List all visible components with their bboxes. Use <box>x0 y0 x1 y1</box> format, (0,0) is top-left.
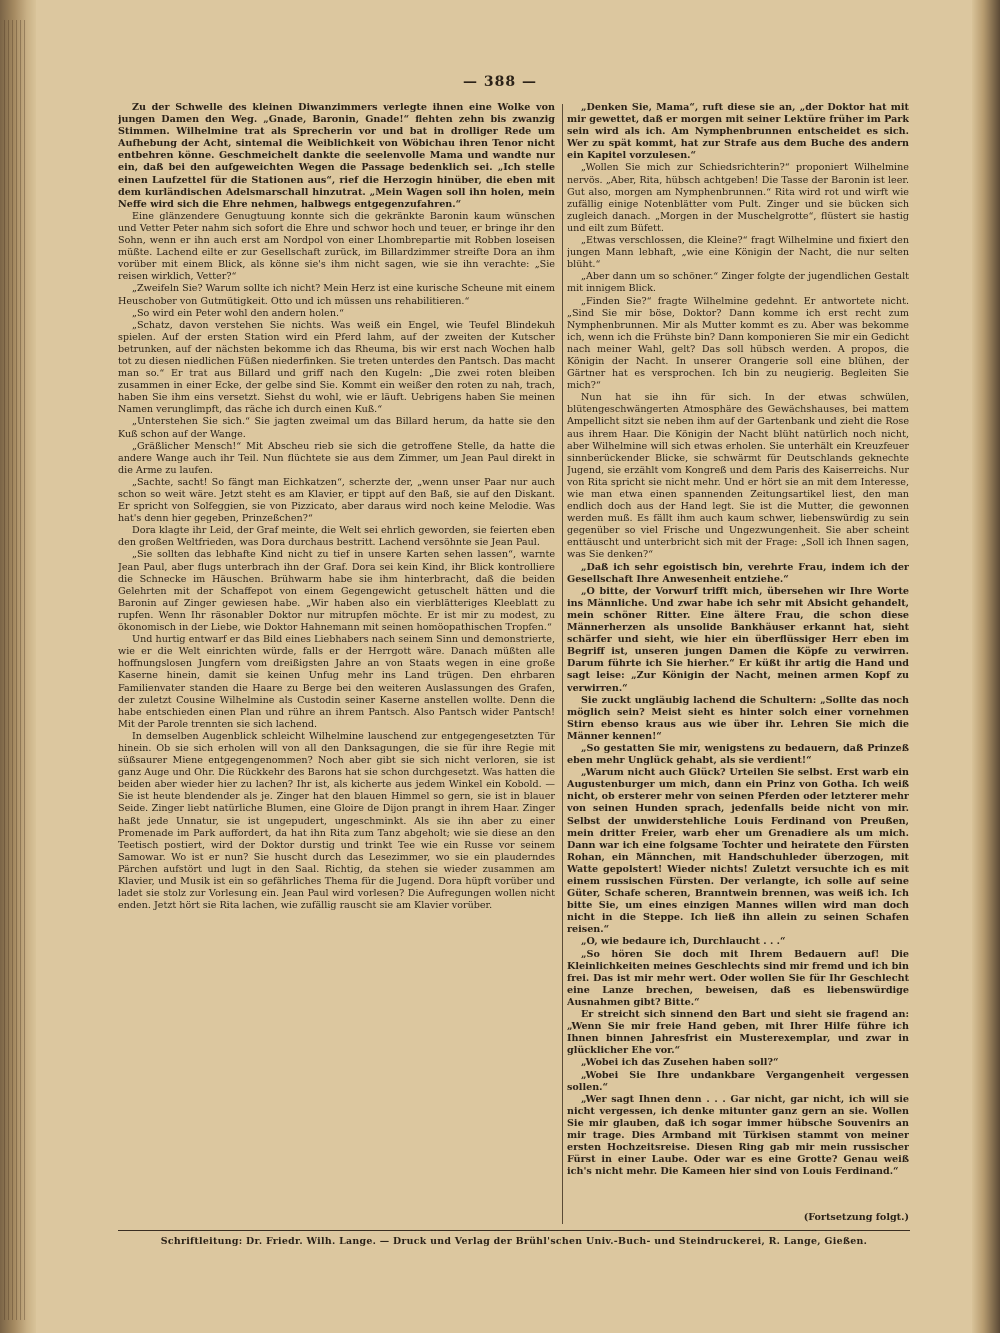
page-number: — 388 — <box>463 74 537 90</box>
paragraph: „So gestatten Sie mir, wenigstens zu bedauern, daß Prinzeß eben mehr Unglück gehabt, als sie verdient!“ <box>567 742 909 767</box>
paragraph: „Wobei Sie Ihre undankbare Vergangenheit vergessen sollen.“ <box>567 1069 909 1093</box>
paragraph: „Wobei ich das Zusehen haben soll?“ <box>581 1057 779 1069</box>
paragraph: „Zweifeln Sie? Warum sollte ich nicht? Mein Herz ist eine kurische Scheune mit einem Heuschober von Gutmütigkeit. Otto und ich müssen uns rehabilitieren.“ <box>118 283 555 307</box>
paragraph: „Schatz, davon verstehen Sie nichts. Was weiß ein Engel, wie Teufel Blindekuh spielen. Auf der ersten Station wird ein Pferd lahm, auf der zweiten der Kutscher betrunken, auf der nächsten bekomme ich das Rheuma, bis wir erst nach Wochen halb tot zu diesen niedlichen Füßen niederfinken. Sie treten unterdes den Pantsch. Das macht man so.“ Er trat aus Billard und griff nach den Kugeln: „Die zwei roten bleiben zusammen in einer Ecke, der gelbe sind Sie. Kommt ein weißer den roten zu nah, trach, haben Sie ihm eins versetzt. Siehst du wohl, wie er läuft. Uebrigens haben Sie meinen Namen verunglimpft, das räche ich durch einen Kuß.“ <box>118 319 555 416</box>
paragraph: Zu der Schwelle des kleinen Diwanzimmers verlegte ihnen eine Wolke von jungen Damen den Weg. „Gnade, Baronin, Gnade!“ flehten zehn bis zwanzig Stimmen. Wilhelmine trat als Sprecherin vor und bat in drolliger Rede um Aufhebung der Acht, sintemal die Weiblichkeit von Wöbichau ihren Tenor nicht entbehren könne. Geschmeichelt dankte die seelenvolle Mama und wandte nur ein, daß bei den aufgeweichten Wegen die Passage bedenklich sei. „Ich stelle einen Laufzettel für die Stationen aus“, rief die Herzogin hinüber, die eben mit dem kurländischen Adelsmarschall hinzutrat. „Mein Wagen soll ihn holen, mein Neffe wird sich die Ehre nehmen, halbwegs entgegenzufahren.“ <box>118 102 555 210</box>
binding-edge <box>4 20 28 1320</box>
paragraph: „Warum nicht auch Glück? Urteilen Sie selbst. Erst warb ein Augustenburger um mich, dann ein Prinz von Gotha. Ich weiß nicht, ob ersterer mehr von seinen Pferden oder letzterer mehr von seinen Hunden sprach, jedenfalls beide nicht von mir. Selbst der unwiderstehliche Louis Ferdinand von Preußen, mein dritter Freier, warb eher um Grenadiere als um mich. Dann war ich eine folgsame Tochter und heiratete den Fürsten Rohan, ein Männchen, mit Handschuhleder überzogen, mit Watte gepolstert! Wieder nichts! Zuletzt versuchte ich es mit einem russischen Fürsten. Der verlangte, ich solle auf seine Güter, Schafe scheren, Branntwein brennen, was weiß ich. Ich bitte Sie, um eines einzigen Mannes willen wird man doch nicht in die Steppe. Ich ließ ihn allein zu seinen Schafen reisen.“ <box>567 767 909 936</box>
continuation-note: (Fortsetzung folgt.) <box>803 1212 909 1223</box>
paragraph: Und hurtig entwarf er das Bild eines Liebhabers nach seinem Sinn und demonstrierte, wie er die Welt einrichten würde, falls er der Herrgott wäre. Danach müßten alle hoffnungslosen Jungfern vom dreißigsten Jahre an von Staats wegen in eine große Kaserne hinein, damit sie keinen Unfug mehr ins Land trügen. Den ehrbaren Familienvater standen die Haare zu Berge bei den weiteren Auslassungen des Grafen, der zuletzt Cousine Wilhelmine als Custodin seiner Kaserne anstellen wollte. Denn die habe entschieden einen Plan und rühre an ihrem Pantsch. Also Pantsch wider Pantsch! Mit der Parole trennten sie sich lachend. <box>118 634 555 730</box>
column-divider <box>562 104 563 1224</box>
paragraph: In demselben Augenblick schleicht Wilhelmine lauschend zur entgegengesetzten Tür hinein. Ob sie sich erholen will von all den Danksagungen, die sie für ihre Regie mit süßsaurer Miene entgegengenommen? Noch aber gibt sie sich nicht verloren, sie ist ganz Auge und Ohr. Die Rückkehr des Barons hat sie schon durchgesetzt. Was hatten die beiden aber wieder hier zu lachen? Ihr ist, als kicherte aus jedem Winkel ein Kobold. — Sie ist heute blendender als je. Zinger hat den blauen Himmel so gern, sie ist in blauer Seide. Zinger liebt natürliche Blumen, eine Gloire de Dijon prangt in ihrem Haar. Zinger haßt jede Unnatur, sie ist ungepudert, ungeschminkt. Als sie ihn aber zu einer Promenade im Park auffordert, da hat ihn Rita zum Tanz abgeholt; wie sie diese an den Teetisch postiert, wird der Doktor durstig und trinkt Tee wie ein Russe vor seinem Samowar. Wo ist er nun? Sie huscht durch das Lesezimmer, wo sie ein plauderndes Pärchen aufstört und lugt in den Saal. Richtig, da stehen sie wieder zusammen am Klavier, und Musik ist ein so gefährliches Thema für die Jugend. Dora hüpft vorüber und ladet sie stolz zur Vorlesung ein. Jean Paul wird vorlesen? Die Aufregungen wollen nicht enden. Jetzt hört sie Rita lachen, wie zufällig rauscht sie am Klavier vorüber. <box>118 730 555 912</box>
paragraph: „Denken Sie, Mama“, ruft diese sie an, „der Doktor hat mit mir gewettet, daß er morgen mit seiner Lektüre früher im Park sein wird als ich. Am Nymphenbrunnen entscheidet es sich. Wer zu spät kommt, hat zur Strafe aus dem Buche des andern ein Kapitel vorzulesen.“ <box>567 102 909 162</box>
paragraph: „So hören Sie doch mit Ihrem Bedauern auf! Die Kleinlichkeiten meines Geschlechts sind mir fremd und ich bin frei. Das ist mir mehr wert. Oder wollen Sie für Ihr Geschlecht eine Lanze brechen, beweisen, daß es liebenswürdige Ausnahmen gibt? Bitte.“ <box>567 948 909 1008</box>
imprint-footer: Schriftleitung: Dr. Friedr. Wilh. Lange. — Druck und Verlag der Brühl'schen Univ.-Buch- und Steindruckerei, R. Lange, Gießen. <box>160 1236 868 1247</box>
footer-rule <box>118 1230 910 1231</box>
paragraph: „Aber dann um so schöner.“ Zinger folgte der jugendlichen Gestalt mit innigem Blick. <box>567 271 909 295</box>
right-column <box>567 102 909 1232</box>
paragraph: „Sie sollten das lebhafte Kind nicht zu tief in unsere Karten sehen lassen“, warnte Jean Paul, aber flugs unterbrach ihn der Graf. Dora sei kein Kind, ihr Blick kontrolliere die Schnecke im Häuschen. Brühwarm habe sie ihm hinterbracht, daß die beiden Gelehrten mit der Schaffepot von einem Gegengewicht getuschelt hätten und die Baronin auf Zinger gewiesen habe. „Wir haben also ein vierblätteriges Kleeblatt zu rupfen. Wenn Ihr räsonabler Doktor nur mitrupfen möchte. Er ist mir zu modest, zu ökonomisch in der Liebe, wie Doktor Hahnemann mit seinen homöopathischen Tropfen.“ <box>118 549 555 634</box>
paragraph: Nun hat sie ihn für sich. In der etwas schwülen, blütengeschwängerten Atmosphäre des Gewächshauses, bei mattem Ampellicht sitzt sie neben ihm auf der Gartenbank und zieht die Rose aus ihrem Haar. Die Königin der Nacht blüht natürlich noch nicht, aber Wilhelmine will sich etwas erholen. Sie unterhält ein Kreuzfeuer sinnberückender Blicke, sie schwärmt für Deutschlands geknechte Jugend, sie erzählt vom Kongreß und dem Paris des Kaiserreichs. Nur von Rita spricht sie nicht mehr. Und er hört sie an mit dem Interesse, wie man etwa einen spannenden Zeitungsartikel liest, den man endlich doch aus der Hand legt. Sie ist die Mutter, die gewonnen werden muß. Es fällt ihm auch kaum schwer, liebenswürdig zu sein gegenüber so viel Frische und Ungezwungenheit. Sie aber scheint enttäuscht und unterbricht sich mit der Frage: „Soll ich Ihnen sagen, was Sie denken?“ <box>567 392 909 561</box>
paragraph: Dora klagte ihr Leid, der Graf meinte, die Welt sei ehrlich geworden, sie feierten eben den großen Weltfrieden, was Dora durchaus bestritt. Lachend versöhnte sie Jean Paul. <box>118 525 555 549</box>
paragraph: „O bitte, der Vorwurf trifft mich, übersehen wir Ihre Worte ins Männliche. Und zwar habe ich sehr mit Absicht gehandelt, mein schöner Ritter. Eine ältere Frau, die schon diese Männerherzen als unsolide Bankhäuser erkannt hat, sieht schärfer und sieht, wie hier ein überflüssiger Herr eben im Begriff ist, unseren jungen Damen die Köpfe zu verwirren. Darum führte ich Sie hierher.“ Er küßt ihr artig die Hand und sagt leise: „Zur Königin der Nacht, meinen armen Kopf zu verwirren.“ <box>567 585 909 694</box>
paragraph: „So wird ein Peter wohl den andern holen.“ <box>132 307 344 319</box>
paragraph: „Sachte, sacht! So fängt man Eichkatzen“, scherzte der, „wenn unser Paar nur auch schon so weit wäre. Jetzt steht es am Klavier, er tippt auf den Baß, sie auf den Diskant. Er spricht von Solfeggien, sie von Pizzicato, aber daraus wird noch keine Melodie. Was hat's denn hier gegeben, Prinzeßchen?“ <box>118 476 555 525</box>
paragraph: „Etwas verschlossen, die Kleine?“ fragt Wilhelmine und fixiert den jungen Mann lebhaft, „wie eine Königin der Nacht, die nur selten blüht.“ <box>567 235 909 271</box>
paragraph: „Finden Sie?“ fragte Wilhelmine gedehnt. Er antwortete nicht. „Sind Sie mir böse, Doktor? Dann komme ich erst recht zum Nymphenbrunnen. Mir als Mutter kommt es zu. Aber was bekomme ich, wenn ich die Frühste bin? Dann komponieren Sie mir ein Gedicht nach meiner Wahl, gelt? Das soll hübsch werden. A propos, die Königin der Nacht. In unserer Orangerie soll eine blühen, der Gärtner hat es versprochen. Ich bin zu neugierig. Begleiten Sie mich?“ <box>567 295 909 392</box>
paragraph: Eine glänzendere Genugtuung konnte sich die gekränkte Baronin kaum wünschen und Vetter Peter nahm sich sofort die Ehre und schwor hoch und teuer, er bringe ihr den Sohn, wenn er ihn auch erst am Nordpol von einer Lhombrepartie mit Robben loseisen müßte. Lachend eilte er zur Gesellschaft zurück, im Billardzimmer streifte Dora an ihm vorüber mit einem Blick, als könne sie's ihm nicht sagen, wie sie ihn verachte: „Sie reisen wirklich, Vetter?“ <box>118 210 555 283</box>
paragraph: „Unterstehen Sie sich.“ Sie jagten zweimal um das Billard herum, da hatte sie den Kuß schon auf der Wange. <box>118 416 555 440</box>
paragraph: „Daß ich sehr egoistisch bin, verehrte Frau, indem ich der Gesellschaft Ihre Anwesenheit entziehe.“ <box>567 561 909 585</box>
paragraph: „Gräßlicher Mensch!“ Mit Abscheu rieb sie sich die getroffene Stelle, da hatte die andere Wange auch ihr Teil. Nun flüchtete sie aus dem Zimmer, um Jean Paul direkt in die Arme zu laufen. <box>118 440 555 476</box>
book-gutter <box>0 0 36 1333</box>
paragraph: Sie zuckt ungläubig lachend die Schultern: „Sollte das noch möglich sein? Meist sieht es hinter solch einer vornehmen Stirn ebenso kraus aus wie über ihr. Lehren Sie mich die Männer kennen!“ <box>567 694 909 742</box>
paragraph: „Wer sagt Ihnen denn . . . Gar nicht, gar nicht, ich will sie nicht vergessen, ich denke mitunter ganz gern an sie. Wollen Sie mir glauben, daß ich sogar immer hübsche Souvenirs an mir trage. Dies Armband mit Türkisen stammt von meiner ersten Hochzeitsreise. Diesen Ring gab mir mein russischer Fürst in einer Laube. Oder war es eine Grotte? Genau weiß ich's nicht mehr. Die Kameen hier sind von Louis Ferdinand.“ <box>567 1093 909 1178</box>
paragraph: „Wollen Sie mich zur Schiedsrichterin?“ proponiert Wilhelmine nervös. „Aber, Rita, hübsch achtgeben! Die Tasse der Baronin ist leer. Gut also, morgen am Nymphenbrunnen.“ Rita wird rot und wirft wie zufällig einige Notenblätter vom Pult. Zinger und sie bücken sich zugleich danach. „Morgen in der Muschelgrotte“, flüstert sie hastig und eilt zum Büfett. <box>567 162 909 234</box>
left-column <box>118 102 555 1232</box>
paragraph: Er streicht sich sinnend den Bart und sieht sie fragend an: „Wenn Sie mir freie Hand geben, mit Ihrer Hilfe führe ich Ihnen binnen Jahresfrist ein Musterexemplar, und zwar in glücklicher Ehe vor.“ <box>567 1009 909 1057</box>
paragraph: „O, wie bedaure ich, Durchlaucht . . .“ <box>581 936 786 948</box>
page-right-edge <box>972 0 1000 1333</box>
